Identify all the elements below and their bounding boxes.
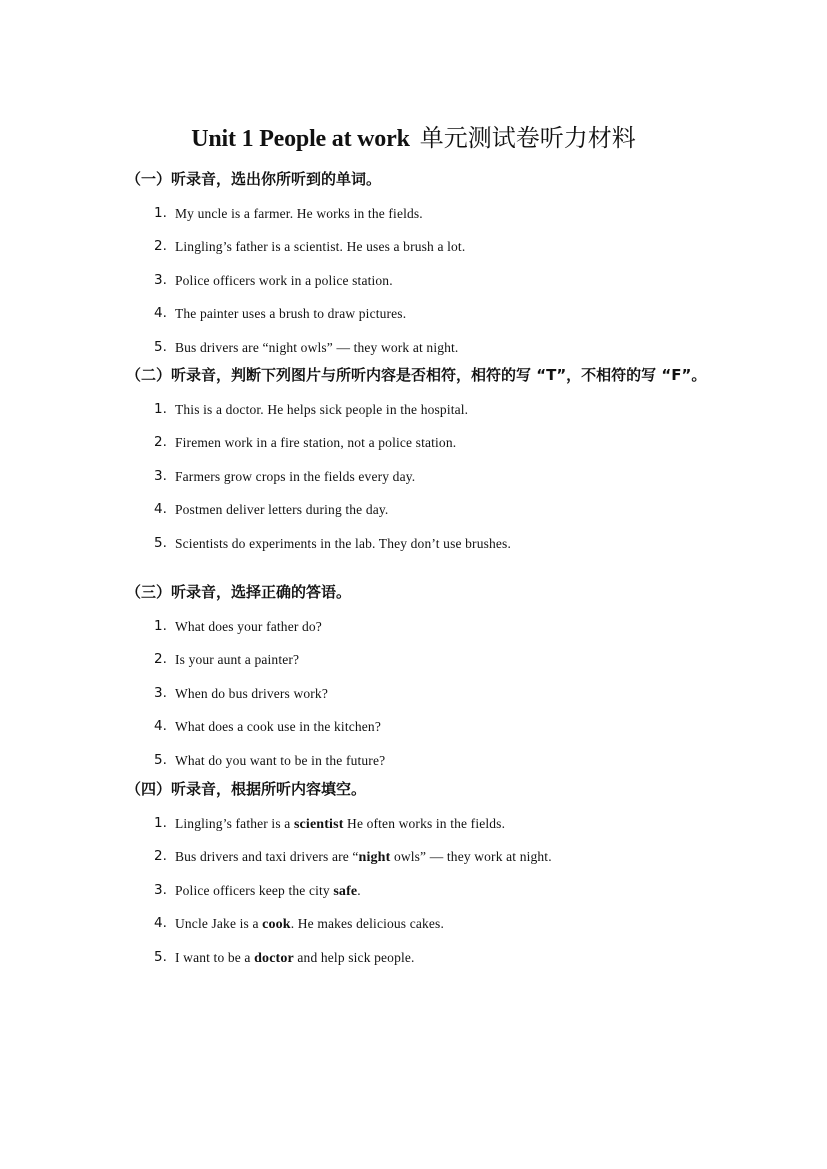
answer-word: scientist [293,817,344,832]
item-number: 1. [154,401,167,417]
list-item [126,527,716,560]
document-title [0,118,827,153]
item-text-part: Lingling’s father is a [175,816,294,831]
item-text [175,469,415,484]
list-item [126,264,716,297]
list-item [126,710,716,743]
item-list [126,393,716,560]
item-number: 1. [154,205,167,221]
item-text [175,206,423,221]
item-number: 5. [154,948,167,965]
item-number: 5. [154,751,167,768]
section-2 [126,364,716,560]
list-item [126,907,716,940]
item-number: 2. [154,434,167,451]
item-text-part: Police officers work in a police station. [175,272,393,288]
item-text-part: Bus drivers and taxi drivers are “ [175,849,359,865]
item-text-part: . [357,882,361,898]
item-text [175,239,465,254]
item-number: 4. [154,305,167,322]
list-item [126,941,716,974]
list-item [126,493,716,526]
title-chinese: 单元测试卷听力材料 [419,124,636,152]
section-1 [126,168,716,364]
item-text [175,849,552,864]
item-text [175,402,468,417]
item-text-part: Lingling’s father is a scientist. He uses a brush a lot. [175,239,466,255]
list-item [126,460,716,493]
title-english: Unit 1 People at work [191,126,410,152]
item-list [126,807,716,974]
item-text [175,719,381,734]
section-4 [126,778,716,974]
list-item [126,874,716,907]
section-3 [126,581,716,777]
item-number: 4. [154,718,167,735]
list-item [126,230,716,263]
item-number: 4. [154,915,167,932]
item-text-part: Bus drivers are “night owls” — they work at night. [175,339,459,355]
item-text-part: Scientists do experiments in the lab. They don’t use brushes. [175,535,511,551]
item-text [175,816,505,831]
list-item [126,426,716,459]
item-number: 3. [154,881,167,898]
item-number: 4. [154,501,167,518]
item-text [175,536,511,551]
item-text-part: Is your aunt a painter? [175,652,300,668]
item-text [175,502,388,517]
section-heading: （二）听录音，判断下列图片与所听内容是否相符，相符的写 “T”，不相符的写 “F”。 [126,366,707,384]
item-text [175,340,458,355]
section-heading: （一）听录音，选出你所听到的单词。 [126,170,382,188]
item-text [175,950,415,965]
answer-word: cook [262,917,291,933]
item-text [175,435,456,450]
item-text-part: The painter uses a brush to draw pictures. [175,306,407,322]
item-text [175,753,385,768]
item-text-part: Postmen deliver letters during the day. [175,502,389,518]
item-number: 3. [154,271,167,288]
list-item [126,297,716,330]
item-number: 3. [154,467,167,484]
item-number: 1. [154,618,167,634]
item-text-part: . He makes delicious cakes. [290,916,444,932]
list-item [126,840,716,873]
item-text-part: and help sick people. [293,949,415,965]
list-item [126,393,716,426]
item-number: 1. [154,815,167,831]
item-number: 2. [154,238,167,255]
item-text-part: owls” — they work at night. [390,849,552,865]
list-item [126,744,716,777]
item-text [175,883,361,898]
item-list [126,610,716,777]
item-text-part: He often works in the fields. [343,816,506,831]
item-text-part: My uncle is a farmer. He works in the fields. [175,206,423,221]
section-heading: （三）听录音，选择正确的答语。 [126,583,352,601]
item-text [175,273,393,288]
list-item [126,677,716,710]
answer-word: safe [333,883,358,899]
item-number: 5. [154,338,167,355]
item-text-part: What do you want to be in the future? [175,752,386,768]
item-text [175,619,322,634]
item-text-part: Police officers keep the city [175,882,334,898]
item-number: 3. [154,684,167,701]
list-item [126,331,716,364]
item-text-part: Firemen work in a fire station, not a police station. [175,435,457,451]
item-text [175,916,444,931]
item-text [175,306,406,321]
item-text-part: Farmers grow crops in the fields every day. [175,468,416,484]
item-number: 2. [154,651,167,668]
section-heading: （四）听录音，根据所听内容填空。 [126,780,367,798]
item-text [175,652,299,667]
list-item [126,197,716,230]
list-item [126,807,716,840]
list-item [126,643,716,676]
item-number: 2. [154,848,167,865]
item-number: 5. [154,534,167,551]
answer-word: doctor [254,950,294,966]
item-text-part: Uncle Jake is a [175,916,263,932]
item-text-part: What does a cook use in the kitchen? [175,719,381,735]
item-text-part: What does your father do? [175,619,322,634]
item-text-part: This is a doctor. He helps sick people in the hospital. [175,402,469,417]
list-item [126,610,716,643]
item-text-part: When do bus drivers work? [175,685,328,701]
item-text [175,686,328,701]
item-list [126,197,716,364]
answer-word: night [358,850,391,866]
item-text-part: I want to be a [175,949,255,965]
